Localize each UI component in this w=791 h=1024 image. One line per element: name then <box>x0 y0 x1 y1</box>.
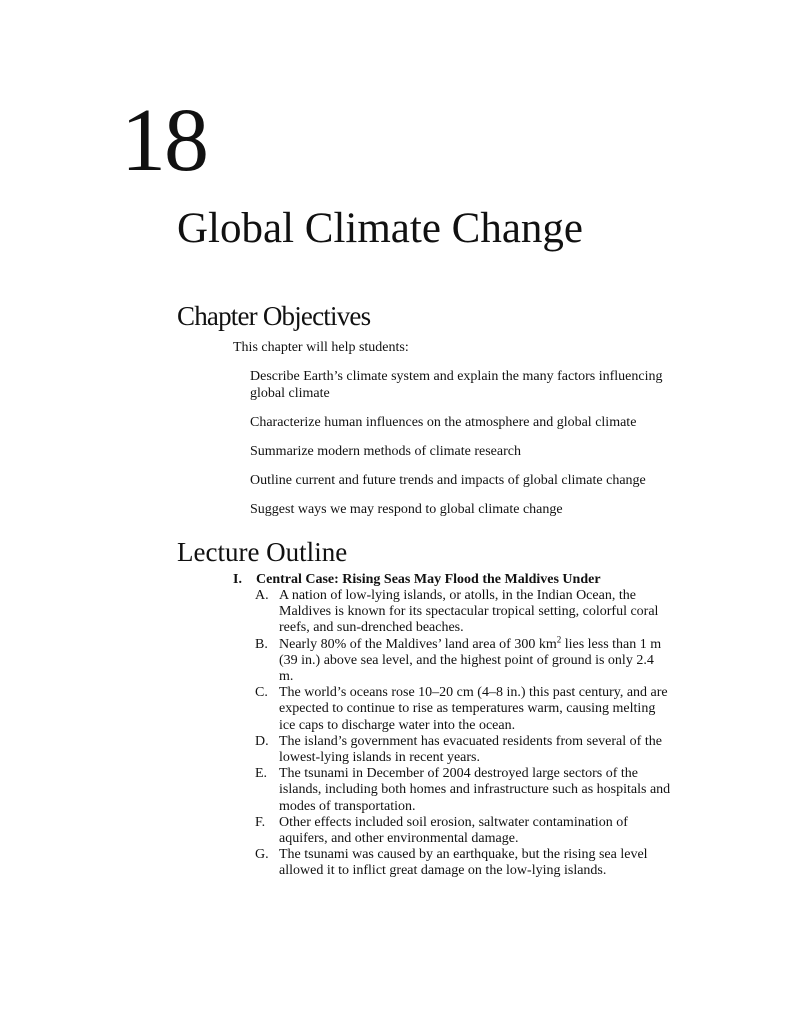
item-text: The tsunami in December of 2004 destroyed large sectors of the islands, including both homes and infrastructure such as hospitals and modes of transportation. <box>279 766 671 814</box>
item-text <box>279 633 671 686</box>
chapter-number: 18 <box>121 91 207 190</box>
item-text: The world’s oceans rose 10–20 cm (4–8 in.) this past century, and are expected to continue to rise as temperatures warm, causing melting ice caps to discharge water into the ocean. <box>279 685 668 733</box>
objective-item: Describe Earth’s climate system and explain the many factors influencing global climate <box>250 369 663 401</box>
objective-item: Characterize human influences on the atmosphere and global climate <box>250 415 637 430</box>
outline-item <box>255 847 693 879</box>
outline-item <box>255 588 693 637</box>
item-letter: F. <box>255 814 266 830</box>
outline-item <box>255 815 693 847</box>
outline-item <box>255 685 693 734</box>
item-letter: C. <box>255 685 268 701</box>
item-text-part: Nearly 80% of the Maldives’ land area of 300 km <box>279 636 557 652</box>
item-letter: D. <box>255 733 269 749</box>
item-text: The island’s government has evacuated residents from several of the lowest-lying islands in recent years. <box>279 733 662 766</box>
objective-item: Suggest ways we may respond to global climate change <box>250 502 563 517</box>
chapter-title: Global Climate Change <box>177 205 584 252</box>
section-numeral: I. <box>233 572 242 587</box>
outline-item <box>255 766 693 815</box>
item-text: A nation of low-lying islands, or atolls, in the Indian Ocean, the Maldives is known for its spectacular tropical setting, colorful coral reefs, and sun-drenched beaches. <box>279 588 659 636</box>
outline-heading: Lecture Outline <box>177 537 348 567</box>
objective-item: Outline current and future trends and impacts of global climate change <box>250 473 646 488</box>
objectives-intro: This chapter will help students: <box>233 340 409 355</box>
objectives-heading: Chapter Objectives <box>177 301 371 331</box>
outline-section <box>233 571 693 880</box>
item-text: Other effects included soil erosion, saltwater contamination of aquifers, and other environmental damage. <box>279 814 628 847</box>
outline-items <box>233 588 693 880</box>
item-text-part: lies less than 1 m (39 in.) above sea level, and the highest point of ground is only 2.4 m. <box>279 636 662 685</box>
item-letter: E. <box>255 766 268 782</box>
item-letter: G. <box>255 847 269 863</box>
outline-item <box>255 734 693 766</box>
objectives-list <box>250 368 690 530</box>
item-text: The tsunami was caused by an earthquake, but the rising sea level allowed it to inflict great damage on the low-lying islands. <box>279 847 648 879</box>
objective-item: Summarize modern methods of climate research <box>250 444 521 459</box>
section-title: Central Case: Rising Seas May Flood the Maldives Under <box>256 572 601 587</box>
superscript: 2 <box>556 633 562 644</box>
item-letter: B. <box>255 636 268 652</box>
outline-item <box>255 633 693 686</box>
item-letter: A. <box>255 588 269 603</box>
section-heading <box>233 571 693 588</box>
